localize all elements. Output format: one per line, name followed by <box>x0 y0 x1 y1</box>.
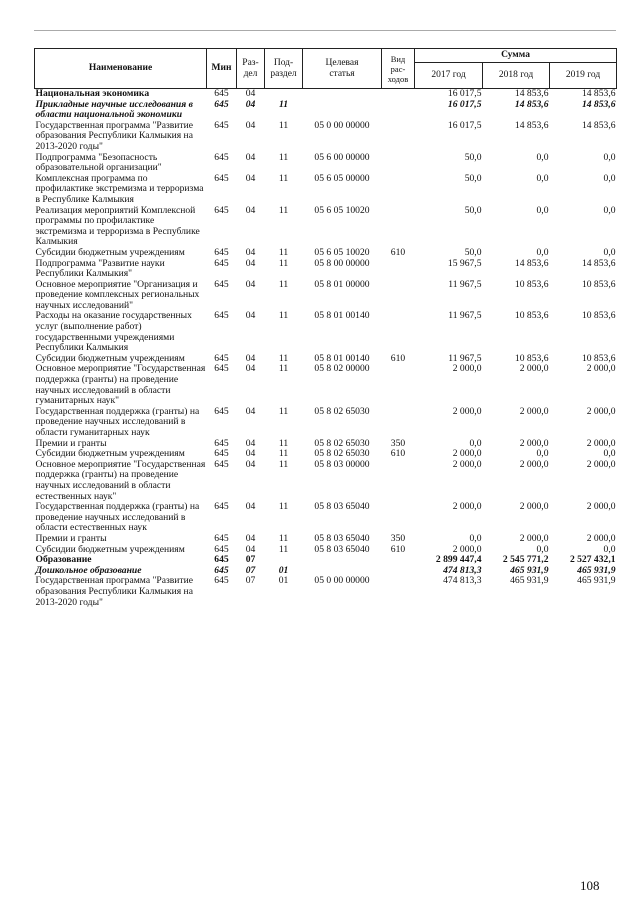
row-name: Образование <box>35 554 92 566</box>
row-vid <box>382 280 415 312</box>
row-sum-2017: 16 017,5 <box>447 88 482 99</box>
row-sum-2018: 0,0 <box>536 151 549 163</box>
row-sum-2019: 14 853,6 <box>581 119 616 131</box>
row-sum-2019: 2 000,0 <box>586 532 616 544</box>
row-vid <box>382 259 415 280</box>
row-min: 645 <box>214 310 229 322</box>
row-sum-2019: 10 853,6 <box>581 310 616 322</box>
row-sum-2019: 0,0 <box>603 204 616 216</box>
row-target: 05 8 02 65030 <box>314 437 370 449</box>
table-row <box>35 248 617 259</box>
row-sum-2017: 16 017,5 <box>447 119 482 131</box>
header-min: Мин <box>207 49 237 89</box>
row-razdel: 04 <box>245 204 256 216</box>
row-sum-2018: 2 000,0 <box>519 501 549 513</box>
row-min: 645 <box>214 575 229 587</box>
row-sum-2018: 10 853,6 <box>514 352 549 364</box>
row-name: Подпрограмма "Развитие науки Республики Калмыкия" <box>35 257 165 280</box>
row-target: 05 8 03 00000 <box>314 458 370 470</box>
row-sum-2019: 2 000,0 <box>586 437 616 449</box>
row-podrazdel: 11 <box>278 257 289 269</box>
row-name: Государственная программа "Развитие образования Республики Калмыкия на 2013-2020 годы" <box>35 119 194 152</box>
row-name: Подпрограмма "Безопасность образовательной организации" <box>35 151 162 174</box>
header-razdel: Раз- дел <box>237 49 265 89</box>
row-min: 645 <box>214 448 229 460</box>
row-vid <box>382 206 415 248</box>
row-min: 645 <box>214 98 229 110</box>
header-vid: Вид рас- ходов <box>382 49 415 89</box>
row-podrazdel: 11 <box>278 405 289 417</box>
row-target: 05 6 05 10020 <box>314 204 370 216</box>
row-min: 645 <box>214 405 229 417</box>
row-vid <box>382 364 415 406</box>
row-min: 645 <box>214 532 229 544</box>
row-name: Субсидии бюджетным учреждениям <box>35 543 185 555</box>
row-name: Реализация мероприятий Комплексной программы по профилактике экстремизма и терроризма в Республике Калмыкия <box>35 204 200 248</box>
row-name: Премии и гранты <box>35 437 107 449</box>
row-target: 05 0 00 00000 <box>314 575 370 587</box>
row-razdel: 04 <box>245 310 256 322</box>
row-target: 05 8 03 65040 <box>314 532 370 544</box>
row-razdel: 04 <box>245 246 256 258</box>
row-sum-2017: 11 967,5 <box>448 310 482 322</box>
row-min: 645 <box>214 172 229 184</box>
table-row <box>35 121 617 153</box>
row-min: 645 <box>214 278 229 290</box>
row-sum-2018: 10 853,6 <box>514 310 549 322</box>
row-name: Прикладные научные исследования в области национальной экономики <box>35 98 193 121</box>
row-target: 05 8 01 00140 <box>314 310 370 322</box>
row-target: 05 6 05 10020 <box>314 246 370 258</box>
row-sum-2017: 2 000,0 <box>452 363 482 375</box>
row-sum-2018: 2 000,0 <box>519 437 549 449</box>
row-podrazdel <box>265 89 303 100</box>
row-razdel: 04 <box>245 437 256 449</box>
row-name: Национальная экономика <box>35 88 150 99</box>
row-razdel: 04 <box>245 119 256 131</box>
row-sum-2018: 14 853,6 <box>514 257 549 269</box>
table-row <box>35 153 617 174</box>
row-target: 05 8 01 00140 <box>314 352 370 364</box>
row-target <box>303 100 382 121</box>
header-2019: 2019 год <box>550 63 617 89</box>
row-sum-2018: 0,0 <box>536 172 549 184</box>
row-target: 05 8 02 00000 <box>314 363 370 375</box>
row-sum-2017: 11 967,5 <box>448 278 482 290</box>
row-vid: 610 <box>390 448 406 460</box>
row-min: 645 <box>214 564 229 576</box>
row-min: 645 <box>214 119 229 131</box>
row-name: Основное мероприятие "Государственная поддержка (гранты) на проведение научных исследований в области гуманитарных наук" <box>35 363 206 407</box>
row-vid <box>382 576 415 608</box>
table-row <box>35 502 617 534</box>
row-sum-2018: 465 931,9 <box>510 575 549 587</box>
header-2017: 2017 год <box>415 63 483 89</box>
row-podrazdel: 11 <box>278 543 289 555</box>
table-row <box>35 460 617 502</box>
row-razdel: 04 <box>245 543 256 555</box>
row-razdel: 04 <box>245 257 256 269</box>
row-target: 05 6 00 00000 <box>314 151 370 163</box>
row-min: 645 <box>214 352 229 364</box>
row-podrazdel: 11 <box>278 151 289 163</box>
row-podrazdel: 11 <box>278 448 289 460</box>
row-sum-2019: 14 853,6 <box>581 88 616 99</box>
row-target <box>303 555 382 566</box>
row-sum-2018: 0,0 <box>536 543 549 555</box>
row-target: 05 8 02 65030 <box>314 405 370 417</box>
header-podrazdel: Под- раздел <box>265 49 303 89</box>
row-sum-2018: 2 000,0 <box>519 532 549 544</box>
row-min: 645 <box>214 437 229 449</box>
row-sum-2018: 465 931,9 <box>510 564 549 576</box>
row-sum-2017: 15 967,5 <box>447 257 482 269</box>
row-sum-2018: 0,0 <box>536 246 549 258</box>
row-razdel: 04 <box>245 532 256 544</box>
row-vid <box>382 174 415 206</box>
row-vid: 350 <box>390 437 406 449</box>
row-sum-2018: 2 000,0 <box>519 363 549 375</box>
table-row <box>35 206 617 248</box>
row-razdel: 04 <box>245 405 256 417</box>
row-target: 05 8 02 65030 <box>314 448 370 460</box>
row-vid <box>382 566 415 577</box>
top-rule <box>34 30 616 31</box>
row-razdel: 04 <box>245 88 256 99</box>
row-razdel: 07 <box>245 575 256 587</box>
row-razdel: 04 <box>245 278 256 290</box>
row-razdel: 04 <box>245 458 256 470</box>
row-podrazdel: 11 <box>278 363 289 375</box>
row-vid <box>382 121 415 153</box>
row-razdel: 04 <box>245 363 256 375</box>
row-sum-2019: 465 931,9 <box>577 564 616 576</box>
row-min: 645 <box>214 151 229 163</box>
row-name: Государственная программа "Развитие образования Республики Калмыкия на 2013-2020 годы" <box>35 575 194 608</box>
row-razdel: 04 <box>245 501 256 513</box>
table-row <box>35 174 617 206</box>
row-vid <box>382 89 415 100</box>
row-razdel: 04 <box>245 151 256 163</box>
row-sum-2017: 16 017,5 <box>447 98 482 110</box>
row-podrazdel: 11 <box>278 172 289 184</box>
row-name: Комплексная программа по профилактике экстремизма и терроризма в Республике Калмыкия <box>35 172 204 205</box>
row-sum-2017: 474 813,3 <box>443 564 482 576</box>
row-sum-2018: 10 853,6 <box>514 278 549 290</box>
row-sum-2017: 50,0 <box>464 172 482 184</box>
row-vid <box>382 407 415 439</box>
row-min: 645 <box>214 246 229 258</box>
row-sum-2017: 50,0 <box>464 151 482 163</box>
row-min: 645 <box>214 363 229 375</box>
table-row <box>35 364 617 406</box>
row-sum-2017: 50,0 <box>464 204 482 216</box>
row-sum-2019: 10 853,6 <box>581 352 616 364</box>
row-sum-2019: 0,0 <box>603 151 616 163</box>
row-name: Основное мероприятие "Организация и проведение комплексных региональных научных исследований" <box>35 278 200 311</box>
row-vid <box>382 502 415 534</box>
row-min: 645 <box>214 204 229 216</box>
row-sum-2019: 14 853,6 <box>581 257 616 269</box>
row-sum-2019: 14 853,6 <box>581 98 616 110</box>
row-sum-2019: 10 853,6 <box>581 278 616 290</box>
row-target: 05 8 00 00000 <box>314 257 370 269</box>
row-name: Субсидии бюджетным учреждениям <box>35 448 185 460</box>
row-sum-2017: 2 000,0 <box>452 458 482 470</box>
row-podrazdel: 11 <box>278 310 289 322</box>
row-vid <box>382 153 415 174</box>
row-sum-2018: 2 000,0 <box>519 458 549 470</box>
row-vid: 610 <box>390 543 406 555</box>
row-sum-2019: 2 527 432,1 <box>569 554 616 566</box>
row-sum-2017: 0,0 <box>469 437 482 449</box>
row-vid <box>382 311 415 353</box>
row-target: 05 8 03 65040 <box>314 501 370 513</box>
table-row <box>35 280 617 312</box>
row-vid: 610 <box>390 246 406 258</box>
row-podrazdel: 01 <box>278 575 289 587</box>
row-sum-2018: 2 000,0 <box>519 405 549 417</box>
row-sum-2019: 0,0 <box>603 543 616 555</box>
page-number: 108 <box>580 878 600 893</box>
row-name: Дошкольное образование <box>35 564 142 576</box>
header-sum: Сумма <box>415 49 617 63</box>
row-sum-2019: 2 000,0 <box>586 363 616 375</box>
row-sum-2019: 0,0 <box>603 172 616 184</box>
row-sum-2017: 2 000,0 <box>452 448 482 460</box>
row-sum-2018: 2 545 771,2 <box>502 554 549 566</box>
row-sum-2017: 2 000,0 <box>452 501 482 513</box>
row-razdel: 04 <box>245 98 256 110</box>
row-vid <box>382 555 415 566</box>
row-sum-2017: 2 000,0 <box>452 543 482 555</box>
row-podrazdel: 11 <box>278 278 289 290</box>
row-podrazdel: 11 <box>278 119 289 131</box>
row-name: Субсидии бюджетным учреждениям <box>35 246 185 258</box>
table-body <box>35 89 617 609</box>
row-target: 05 8 03 65040 <box>314 543 370 555</box>
table-row <box>35 311 617 353</box>
table-row <box>35 576 617 608</box>
row-sum-2018: 14 853,6 <box>514 119 549 131</box>
row-sum-2017: 0,0 <box>469 532 482 544</box>
row-min: 645 <box>214 257 229 269</box>
row-min: 645 <box>214 501 229 513</box>
row-sum-2019: 2 000,0 <box>586 501 616 513</box>
row-target: 05 6 05 00000 <box>314 172 370 184</box>
row-podrazdel: 11 <box>278 246 289 258</box>
row-razdel: 04 <box>245 172 256 184</box>
row-name: Премии и гранты <box>35 532 107 544</box>
row-podrazdel: 01 <box>278 564 289 576</box>
row-vid: 610 <box>390 352 406 364</box>
row-min: 645 <box>214 554 229 566</box>
header-name: Наименование <box>35 49 207 89</box>
row-min: 645 <box>214 543 229 555</box>
row-min: 645 <box>214 458 229 470</box>
row-sum-2019: 0,0 <box>603 448 616 460</box>
row-podrazdel: 11 <box>278 98 289 110</box>
row-sum-2017: 11 967,5 <box>448 352 482 364</box>
row-name: Расходы на оказание государственных услуг (выполнение работ) государственными учреждениями Республики Калмыкия <box>35 310 192 354</box>
row-target: 05 0 00 00000 <box>314 119 370 131</box>
row-name: Государственная поддержка (гранты) на проведение научных исследований в области гуманитарных наук <box>35 405 200 438</box>
row-sum-2017: 50,0 <box>464 246 482 258</box>
row-sum-2018: 14 853,6 <box>514 98 549 110</box>
row-sum-2019: 0,0 <box>603 246 616 258</box>
row-min: 645 <box>214 88 229 99</box>
row-razdel: 07 <box>245 564 256 576</box>
row-target: 05 8 01 00000 <box>314 278 370 290</box>
row-name: Государственная поддержка (гранты) на проведение научных исследований в области естественных наук <box>35 501 200 534</box>
row-sum-2018: 14 853,6 <box>514 88 549 99</box>
row-sum-2018: 0,0 <box>536 448 549 460</box>
row-vid <box>382 100 415 121</box>
table-row <box>35 89 617 100</box>
row-razdel: 04 <box>245 352 256 364</box>
table-row <box>35 259 617 280</box>
row-name: Основное мероприятие "Государственная поддержка (гранты) на проведение научных исследований в области естественных наук" <box>35 458 206 502</box>
table-row <box>35 100 617 121</box>
row-target <box>303 89 382 100</box>
row-sum-2017: 2 899 447,4 <box>435 554 482 566</box>
row-podrazdel: 11 <box>278 437 289 449</box>
row-sum-2017: 2 000,0 <box>452 405 482 417</box>
row-sum-2019: 465 931,9 <box>577 575 616 587</box>
row-sum-2018: 0,0 <box>536 204 549 216</box>
table-row <box>35 407 617 439</box>
row-razdel: 07 <box>245 554 256 566</box>
row-podrazdel: 11 <box>278 501 289 513</box>
row-razdel: 04 <box>245 448 256 460</box>
row-sum-2017: 474 813,3 <box>443 575 482 587</box>
row-podrazdel: 11 <box>278 204 289 216</box>
header-target: Целевая статья <box>303 49 382 89</box>
row-sum-2019: 2 000,0 <box>586 405 616 417</box>
row-podrazdel: 11 <box>278 352 289 364</box>
row-podrazdel: 11 <box>278 532 289 544</box>
table-row <box>35 534 617 545</box>
budget-table <box>34 48 617 608</box>
header-2018: 2018 год <box>483 63 550 89</box>
row-vid: 350 <box>390 532 406 544</box>
row-name: Субсидии бюджетным учреждениям <box>35 352 185 364</box>
row-podrazdel: 11 <box>278 458 289 470</box>
row-vid <box>382 460 415 502</box>
row-sum-2019: 2 000,0 <box>586 458 616 470</box>
